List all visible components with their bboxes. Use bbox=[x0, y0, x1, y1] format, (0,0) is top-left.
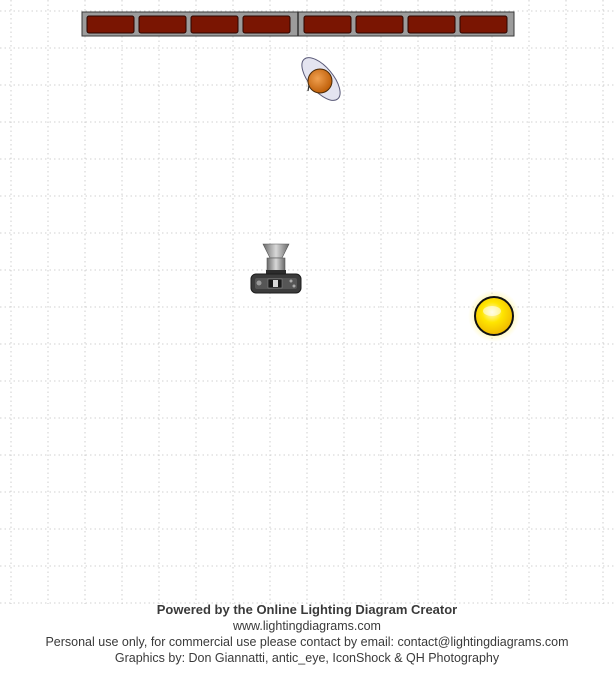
background-panel bbox=[408, 16, 455, 33]
footer bbox=[0, 602, 614, 666]
umbrella-light-icon[interactable] bbox=[295, 51, 347, 106]
footer-title: Powered by the Online Lighting Diagram Creator bbox=[156, 602, 458, 617]
background-panel bbox=[356, 16, 403, 33]
camera-icon[interactable] bbox=[251, 244, 301, 293]
sun-icon[interactable] bbox=[468, 290, 520, 342]
footer-license-note: Personal use only, for commercial use please contact by email: contact@lightingdiagrams.com bbox=[45, 635, 569, 649]
background-panel bbox=[243, 16, 290, 33]
background-panel bbox=[304, 16, 351, 33]
background-panels-icon[interactable] bbox=[82, 12, 514, 36]
footer-credits: Graphics by: Don Giannatti, antic_eye, IconShock & QH Photography bbox=[114, 651, 500, 665]
background-panel bbox=[87, 16, 134, 33]
background-panel bbox=[191, 16, 238, 33]
footer-website-link[interactable]: www.lightingdiagrams.com bbox=[233, 619, 381, 633]
background-panel bbox=[460, 16, 507, 33]
background-panel bbox=[139, 16, 186, 33]
